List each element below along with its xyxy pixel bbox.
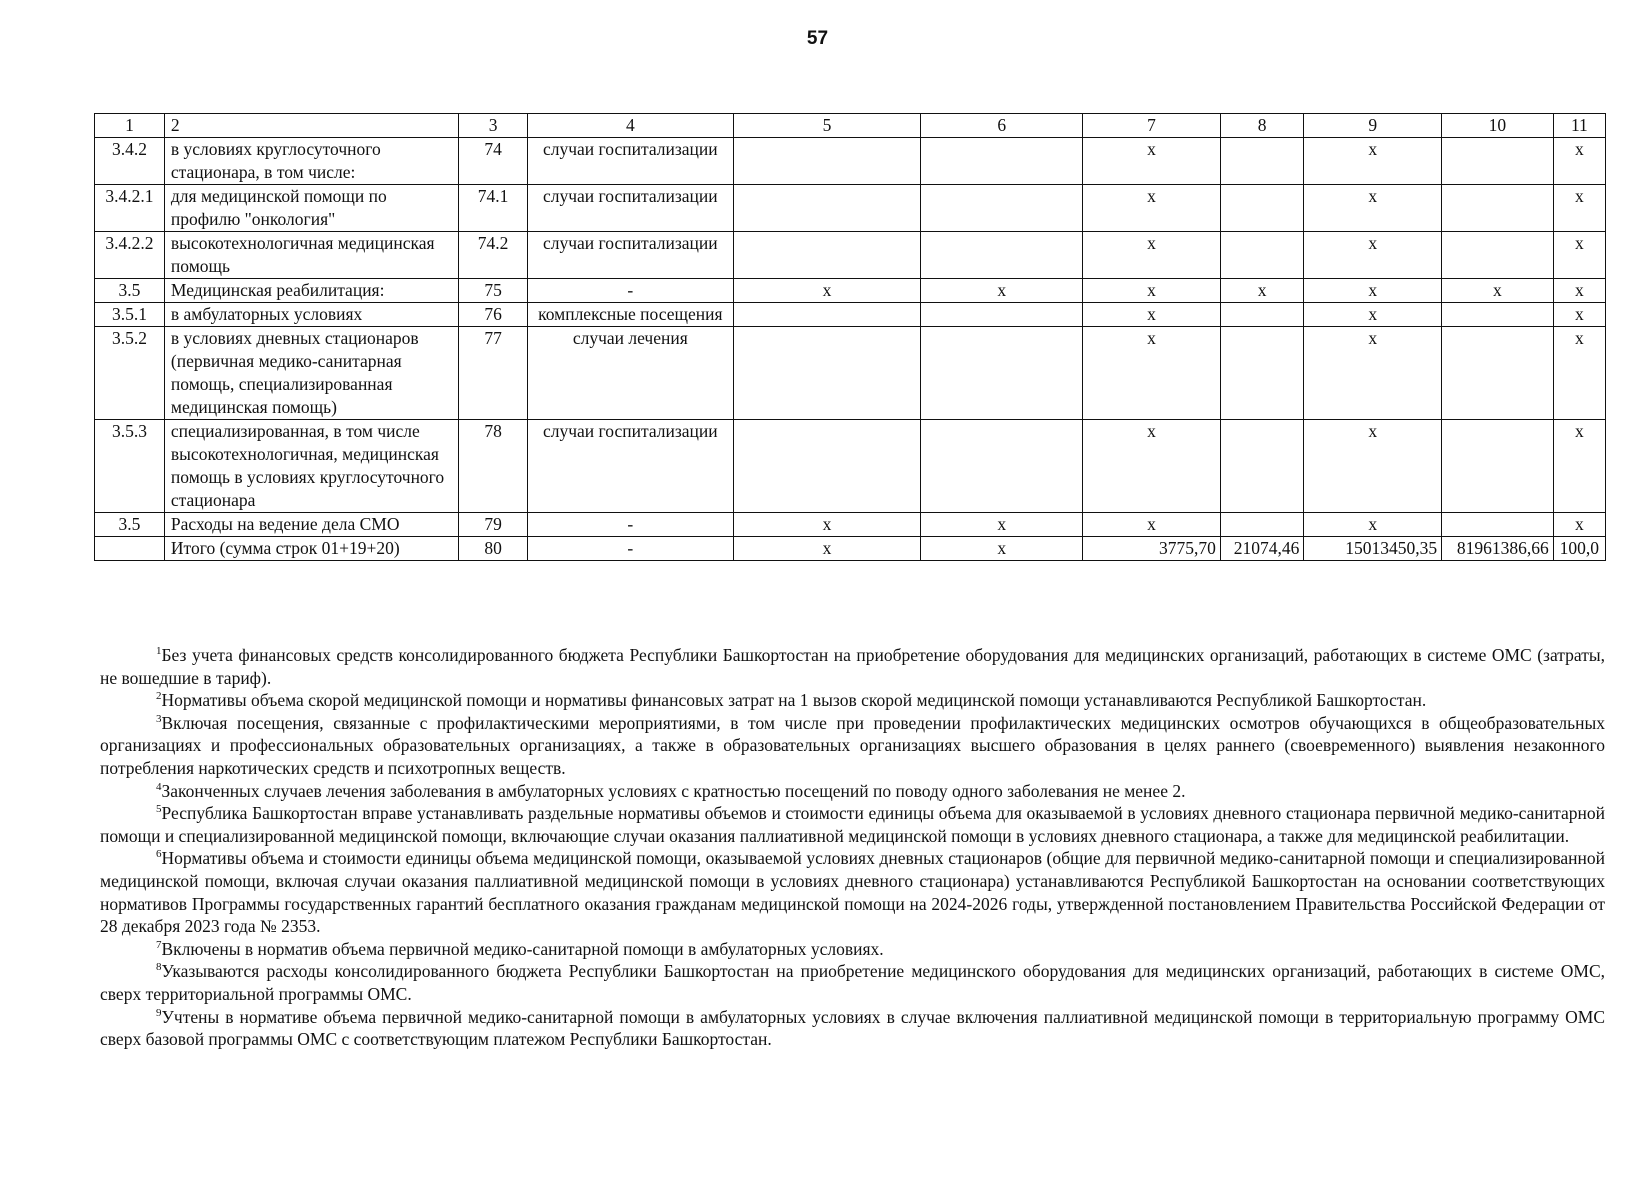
footnote [100,644,1605,689]
table-cell: 15013450,35 [1304,537,1442,561]
table-cell [95,537,165,561]
table-cell [1220,513,1303,537]
table-cell: х [1083,420,1221,513]
table-cell [1220,232,1303,279]
table-cell: 79 [459,513,528,537]
column-header: 1 [95,114,165,138]
table-cell [733,185,921,232]
table-cell: - [528,513,734,537]
table-cell [1442,138,1554,185]
table-cell [1442,303,1554,327]
table-cell: 81961386,66 [1442,537,1554,561]
footnote-marker: 5 [156,803,162,816]
table-cell [1220,185,1303,232]
table-cell: 21074,46 [1220,537,1303,561]
table-cell: 74.1 [459,185,528,232]
column-header: 8 [1220,114,1303,138]
footnote-text: Указываются расходы консолидированного бюджета Республики Башкортостан на приобретение медицинского оборудования для медицинских организаций, работающих в системе ОМС, сверх территориальной программы ОМС. [100,961,1605,1004]
footnote-text: Включены в норматив объема первичной медико-санитарной помощи в амбулаторных условиях. [161,938,884,959]
table-cell [1442,513,1554,537]
column-header: 2 [164,114,458,138]
footnote-text: Нормативы объема скорой медицинской помощи и нормативы финансовых затрат на 1 вызов скорой медицинской помощи устанавливаются Республикой Башкортостан. [161,690,1427,711]
table-cell: высокотехнологичная медицинская помощь [164,232,458,279]
table-header-row [95,114,1606,138]
table-cell: х [1220,279,1303,303]
table-cell [1442,232,1554,279]
data-table [94,113,1606,561]
table-cell: х [1083,303,1221,327]
table-row [95,232,1606,279]
table-cell: х [1083,138,1221,185]
table-cell: в условиях круглосуточного стационара, в том числе: [164,138,458,185]
table-cell [733,232,921,279]
table-cell: х [1553,138,1605,185]
table-row [95,327,1606,420]
table-row [95,185,1606,232]
table-cell: х [1304,420,1442,513]
table-cell [1220,303,1303,327]
table-cell: 74 [459,138,528,185]
column-header: 9 [1304,114,1442,138]
table-cell: х [1083,327,1221,420]
footnote-marker: 2 [156,690,162,703]
footnote-marker: 9 [156,1006,162,1019]
table-cell: х [1553,185,1605,232]
table-cell: х [1083,232,1221,279]
column-header: 4 [528,114,734,138]
footnote [100,802,1605,847]
footnote [100,780,1605,803]
table-cell: 3775,70 [1083,537,1221,561]
table-cell: х [1553,327,1605,420]
table-cell: 100,0 [1553,537,1605,561]
table-cell: х [1083,513,1221,537]
table-cell: 3.5.3 [95,420,165,513]
table-cell: комплексные посещения [528,303,734,327]
footnote-text: Законченных случаев лечения заболевания в амбулаторных условиях с кратностью посещений по поводу одного заболевания не менее 2. [161,780,1186,801]
table-cell: Итого (сумма строк 01+19+20) [164,537,458,561]
table-cell: 75 [459,279,528,303]
table-cell: случаи госпитализации [528,185,734,232]
table-cell: Расходы на ведение дела СМО [164,513,458,537]
table-cell [921,232,1083,279]
table-cell: х [1083,279,1221,303]
footnote-text: Республика Башкортостан вправе устанавливать раздельные нормативы объемов и стоимости единицы объема для оказываемой в условиях дневного стационара первичной медико-санитарной помощи и специализированной медицинской помощи, включающие случаи оказания паллиативной медицинской помощи в условиях дневного стационара, а также для медицинской реабилитации. [100,803,1605,846]
table-cell: х [921,537,1083,561]
footnote-marker: 6 [156,848,162,861]
table-cell: х [1083,185,1221,232]
table-cell: в условиях дневных стационаров (первичная медико-санитарная помощь, специализированная медицинская помощь) [164,327,458,420]
table-cell: 80 [459,537,528,561]
table-cell: х [1304,303,1442,327]
footnote-marker: 3 [156,712,162,725]
table-cell: случаи госпитализации [528,420,734,513]
table-cell: - [528,537,734,561]
table-cell: 77 [459,327,528,420]
footnote [100,938,1605,961]
table-cell: х [1442,279,1554,303]
table-cell [733,303,921,327]
table-cell [1220,420,1303,513]
table-cell: в амбулаторных условиях [164,303,458,327]
table-cell: х [1553,232,1605,279]
table-cell: х [1304,513,1442,537]
column-header: 11 [1553,114,1605,138]
table-cell: 3.4.2 [95,138,165,185]
table-cell: х [1304,185,1442,232]
table-cell: х [733,279,921,303]
table-cell: Медицинская реабилитация: [164,279,458,303]
footnote-text: Включая посещения, связанные с профилактическими мероприятиями, в том числе при проведении профилактических медицинских осмотров обучающихся в общеобразовательных организациях и профессиональных образовательных организациях, а также в образовательных организациях высшего образования в целях раннего (своевременного) выявления незаконного потребления наркотических средств и психотропных веществ. [100,712,1605,778]
footnote-marker: 4 [156,780,162,793]
table-cell: случаи лечения [528,327,734,420]
table-cell: 76 [459,303,528,327]
table-cell: х [1553,420,1605,513]
table-cell [921,303,1083,327]
table-cell: х [733,537,921,561]
footnote-text: Нормативы объема и стоимости единицы объема медицинской помощи, оказываемой условиях дневных стационаров (общие для первичной медико-санитарной помощи и специализированной медицинской помощи, включая случаи оказания паллиативной медицинской помощи в условиях дневного стационара) устанавливаются Республикой Башкортостан на основании соответствующих нормативов Программы государственных гарантий бесплатного оказания гражданам медицинской помощи на 2024-2026 годы, утвержденной постановлением Правительства Российской Федерации от 28 декабря 2023 года № 2353. [100,848,1605,937]
footnote-text: Учтены в нормативе объема первичной медико-санитарной помощи в амбулаторных условиях в случае включения паллиативной медицинской помощи в территориальную программу ОМС сверх базовой программы ОМС с соответствующим платежом Республики Башкортостан. [100,1006,1605,1050]
footnote-marker: 8 [156,961,162,974]
table-cell: х [1304,232,1442,279]
table-row [95,513,1606,537]
table-cell [1220,138,1303,185]
table-cell: 3.5 [95,279,165,303]
table-cell: х [921,513,1083,537]
table-cell: 3.5.1 [95,303,165,327]
footnote [100,960,1605,1005]
column-header: 7 [1083,114,1221,138]
table-cell: х [1553,279,1605,303]
table-cell: 3.4.2.2 [95,232,165,279]
column-header: 10 [1442,114,1554,138]
table-row [95,420,1606,513]
table-row [95,537,1606,561]
table-cell [733,327,921,420]
page-number: 57 [806,28,829,49]
table-cell: х [1304,327,1442,420]
footnotes [100,644,1605,1051]
table-row [95,279,1606,303]
table-cell [921,185,1083,232]
table-cell: 78 [459,420,528,513]
table-cell: 3.5 [95,513,165,537]
footnote [100,712,1605,780]
table-cell: специализированная, в том числе высокотехнологичная, медицинская помощь в условиях круглосуточного стационара [164,420,458,513]
table-cell: 74.2 [459,232,528,279]
column-header: 3 [459,114,528,138]
table-cell [733,138,921,185]
table-cell [1442,420,1554,513]
table-cell: х [733,513,921,537]
table-cell: х [1304,279,1442,303]
table-cell: х [1304,138,1442,185]
table-cell: - [528,279,734,303]
table-row [95,138,1606,185]
table-cell: х [1553,513,1605,537]
table-cell [1442,327,1554,420]
table-cell [1442,185,1554,232]
footnote-marker: 7 [156,938,162,951]
table-cell: 3.5.2 [95,327,165,420]
footnote-marker: 1 [156,645,162,658]
table-cell: случаи госпитализации [528,232,734,279]
footnote [100,847,1605,937]
table-row [95,303,1606,327]
table-cell: случаи госпитализации [528,138,734,185]
table-cell: х [1553,303,1605,327]
table-cell [921,138,1083,185]
footnote [100,689,1605,712]
table-cell [921,327,1083,420]
column-header: 5 [733,114,921,138]
table-cell: х [921,279,1083,303]
table-cell: 3.4.2.1 [95,185,165,232]
footnote [100,1006,1605,1051]
table-cell: для медицинской помощи по профилю "онкология" [164,185,458,232]
table-cell [1220,327,1303,420]
table-cell [733,420,921,513]
column-header: 6 [921,114,1083,138]
footnote-text: Без учета финансовых средств консолидированного бюджета Республики Башкортостан на приобретение оборудования для медицинских организаций, работающих в системе ОМС (затраты, не вошедшие в тариф). [100,645,1605,688]
table-cell [921,420,1083,513]
table-container [94,113,1606,561]
